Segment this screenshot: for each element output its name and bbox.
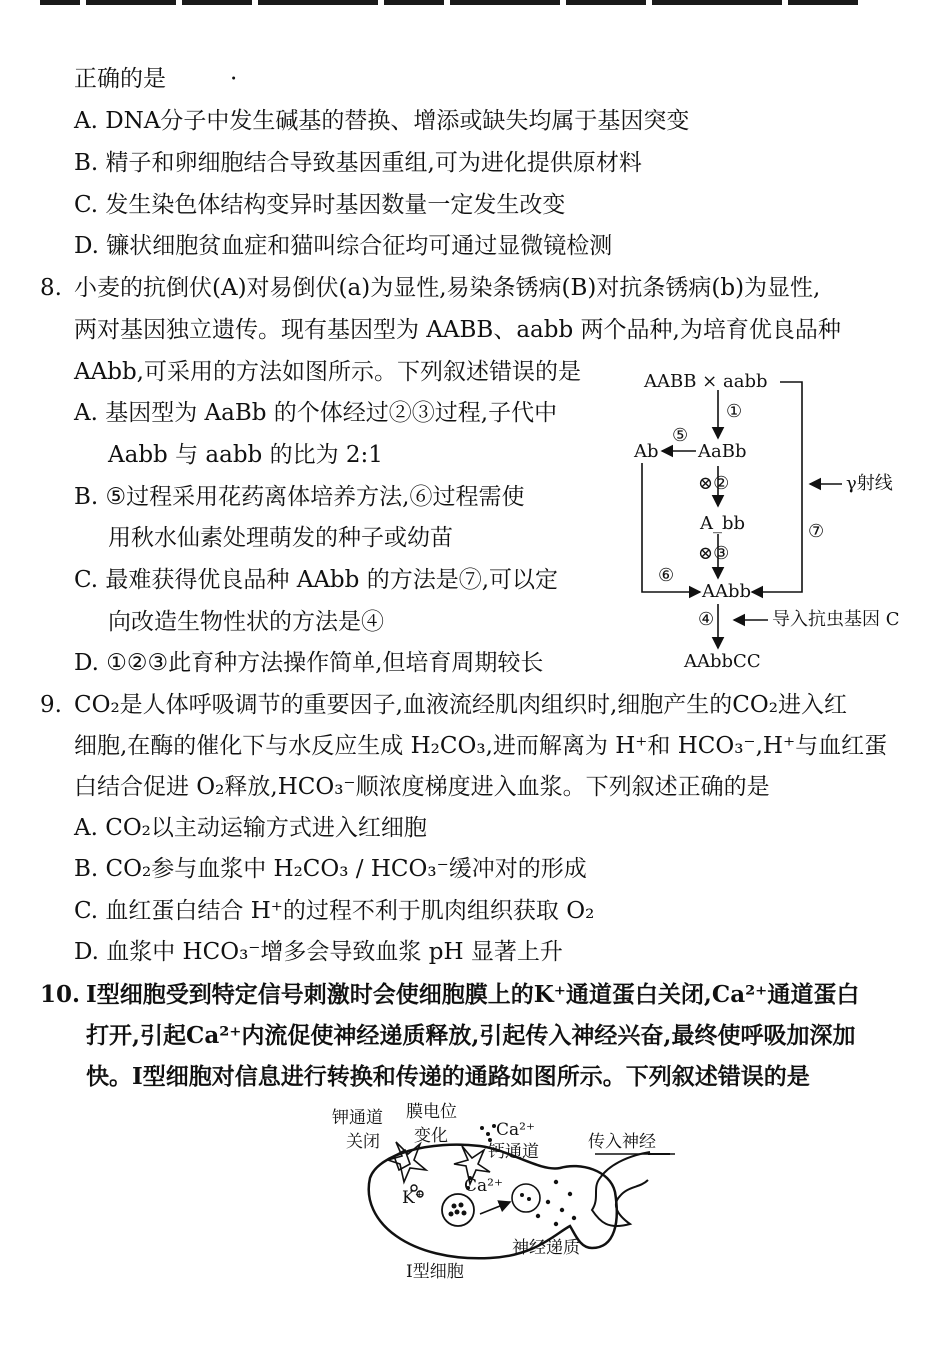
q9-stem-line-1: CO₂是人体呼吸调节的重要因子,血液流经肌肉组织时,细胞产生的CO₂进入红 xyxy=(74,692,847,718)
parents-label: AABB × aabb xyxy=(644,371,768,392)
haploid-label: Ab xyxy=(634,441,659,462)
ca-channel-label: 钙通道 xyxy=(488,1142,539,1162)
f1-label: AaBb xyxy=(698,441,747,462)
k-channel-label: 钾通道 xyxy=(332,1108,383,1128)
q7-option-d: D. 镰状细胞贫血症和猫叫综合征均可通过显微镜检测 xyxy=(74,233,613,259)
ca-outside-label: Ca²⁺ xyxy=(496,1120,535,1140)
q9-stem-line-3: 白结合促进 O₂释放,HCO₃⁻顺浓度梯度进入血浆。下列叙述正确的是 xyxy=(74,774,770,800)
q9-option-c: C. 血红蛋白结合 H⁺的过程不利于肌肉组织获取 O₂ xyxy=(74,898,595,924)
q8-option-b-cont: 用秋水仙素处理萌发的种子或幼苗 xyxy=(108,525,453,551)
q8-option-a: A. 基因型为 AaBb 的个体经过②③过程,子代中 xyxy=(74,400,558,426)
gamma-ray-label: γ射线 xyxy=(846,473,893,494)
q8-option-a-cont: Aabb 与 aabb 的比为 2:1 xyxy=(108,442,383,468)
q7-option-b: B. 精子和卵细胞结合导致基因重组,可为进化提供原材料 xyxy=(74,150,642,176)
step-7-label: ⑦ xyxy=(808,521,825,542)
potential-label: 膜电位 xyxy=(406,1102,457,1122)
q7-dot: · xyxy=(230,66,238,92)
q9-option-a: A. CO₂以主动运输方式进入红细胞 xyxy=(74,815,427,841)
step-6-label: ⑥ xyxy=(658,565,675,586)
afferent-nerve-label: 传入神经 xyxy=(588,1132,656,1152)
k-ion-label: K⁺ xyxy=(402,1188,424,1208)
self-3-label: ⊗③ xyxy=(698,543,730,564)
q10-stem-line-1: Ⅰ型细胞受到特定信号刺激时会使细胞膜上的K⁺通道蛋白关闭,Ca²⁺通道蛋白 xyxy=(86,981,860,1008)
q8-option-b: B. ⑤过程采用花药离体培养方法,⑥过程需使 xyxy=(74,484,525,510)
q8-option-c-cont: 向改造生物性状的方法是④ xyxy=(108,609,384,635)
q9-option-d: D. 血浆中 HCO₃⁻增多会导致血浆 pH 显著上升 xyxy=(74,939,563,965)
q8-stem-line-3: AAbb,可采用的方法如图所示。下列叙述错误的是 xyxy=(74,359,581,385)
target-label: AAbb xyxy=(702,581,752,602)
self-2-label: ⊗② xyxy=(698,473,730,494)
closed-label: 关闭 xyxy=(346,1132,380,1152)
breeding-diagram xyxy=(620,366,920,676)
q8-option-c: C. 最难获得优良品种 AAbb 的方法是⑦,可以定 xyxy=(74,567,558,593)
q7-option-a: A. DNA分子中发生碱基的替换、增添或缺失均属于基因突变 xyxy=(74,108,690,134)
q10-number: 10. xyxy=(40,981,81,1008)
change-label: 变化 xyxy=(414,1126,448,1146)
f2-label: A_bb xyxy=(700,513,746,534)
q7-option-c: C. 发生染色体结构变异时基因数量一定发生改变 xyxy=(74,192,566,218)
q10-stem-line-3: 快。Ⅰ型细胞对信息进行转换和传递的通路如图所示。下列叙述错误的是 xyxy=(86,1063,810,1090)
cell-type-label: Ⅰ型细胞 xyxy=(406,1262,464,1282)
step-4-label: ④ xyxy=(698,609,715,630)
q9-stem-line-2: 细胞,在酶的催化下与水反应生成 H₂CO₃,进而解离为 H⁺和 HCO₃⁻,H⁺与血红蛋 xyxy=(74,733,888,759)
ca-inside-label: Ca²⁺ xyxy=(464,1176,503,1196)
q8-stem-line-1: 小麦的抗倒伏(A)对易倒伏(a)为显性,易染条锈病(B)对抗条锈病(b)为显性, xyxy=(74,275,821,301)
q8-option-d: D. ①②③此育种方法操作简单,但培育周期较长 xyxy=(74,650,544,676)
q8-number: 8. xyxy=(40,275,62,301)
q9-number: 9. xyxy=(40,692,62,718)
step-1-label: ① xyxy=(726,401,743,422)
neurotransmitter-label: 神经递质 xyxy=(512,1238,580,1258)
gene-import-label: 导入抗虫基因 C xyxy=(772,609,900,630)
cell-diagram xyxy=(330,1102,690,1292)
final-label: AAbbCC xyxy=(684,651,761,672)
step-5-label: ⑤ xyxy=(672,425,689,446)
q10-stem-line-2: 打开,引起Ca²⁺内流促使神经递质释放,引起传入神经兴奋,最终使呼吸加深加 xyxy=(86,1022,856,1049)
q8-stem-line-2: 两对基因独立遗传。现有基因型为 AABB、aabb 两个品种,为培育优良品种 xyxy=(74,317,841,343)
q9-option-b: B. CO₂参与血浆中 H₂CO₃ / HCO₃⁻缓冲对的形成 xyxy=(74,856,587,882)
cut-off-previous-line xyxy=(40,0,920,8)
q7-stem-tail: 正确的是 xyxy=(74,66,166,92)
